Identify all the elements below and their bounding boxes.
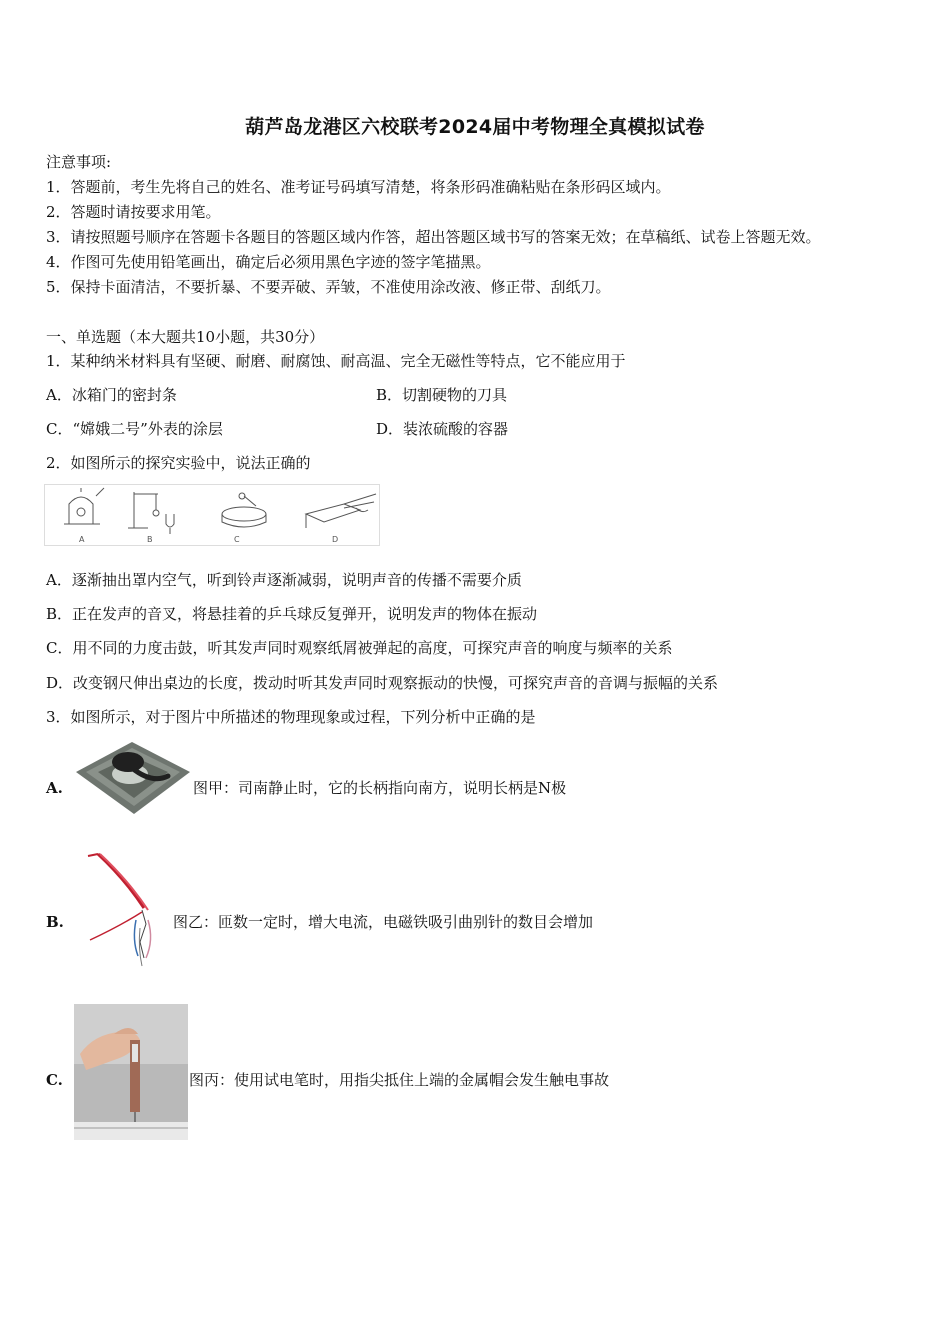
option-b-letter: B.	[46, 913, 64, 931]
option-c-text: 图丙：使用试电笔时，用指尖抵住上端的金属帽会发生触电事故	[189, 1071, 610, 1089]
option-c: C．用不同的力度击鼓，听其发声同时观察纸屑被弹起的高度，可探究声音的响度与频率的关系	[46, 639, 673, 657]
option-c-letter: C.	[46, 1071, 63, 1089]
question-stem: 1．某种纳米材料具有坚硬、耐磨、耐腐蚀、耐高温、完全无磁性等特点，它不能应用于	[46, 352, 626, 370]
notice-item: 5．保持卡面清洁，不要折暴、不要弄破、弄皱，不准使用涂改液、修正带、刮纸刀。	[46, 278, 611, 296]
option-a-text: 图甲：司南静止时，它的长柄指向南方，说明长柄是N极	[193, 779, 567, 797]
option-d: D．改变钢尺伸出桌边的长度，拨动时听其发声同时观察振动的快慢，可探究声音的音调与振幅的关系	[46, 674, 719, 692]
option-b: B．切割硬物的刀具	[376, 386, 508, 404]
option-b-text: 图乙：匝数一定时，增大电流，电磁铁吸引曲别针的数目会增加	[173, 913, 594, 931]
option-d: D．装浓硫酸的容器	[376, 420, 509, 438]
compass-sinan-image	[72, 738, 192, 818]
figure-label-d: D	[332, 535, 339, 544]
electromagnet-image	[84, 848, 164, 970]
notice-item: 3．请按照题号顺序在答题卡各题目的答题区域内作答，超出答题区域书写的答案无效；在草稿纸、试卷上答题无效。	[46, 228, 821, 246]
test-pen-image	[74, 1004, 188, 1140]
notice-item: 1．答题前，考生先将自己的姓名、准考证号码填写清楚，将条形码准确粘贴在条形码区域内。	[46, 178, 671, 196]
figure-label-b: B	[147, 535, 153, 544]
option-a-letter: A.	[46, 779, 63, 797]
option-b: B．正在发声的音叉，将悬挂着的乒乓球反复弹开，说明发声的物体在振动	[46, 605, 538, 623]
option-a: A．冰箱门的密封条	[46, 386, 177, 404]
experiment-figure	[44, 484, 380, 546]
option-c: C．“嫦娥二号”外表的涂层	[46, 420, 223, 438]
page-title: 葫芦岛龙港区六校联考2024届中考物理全真模拟试卷	[245, 116, 705, 138]
notice-item: 2．答题时请按要求用笔。	[46, 203, 221, 221]
option-a: A．逐渐抽出罩内空气，听到铃声逐渐减弱，说明声音的传播不需要介质	[46, 571, 522, 589]
question-stem: 2．如图所示的探究实验中，说法正确的	[46, 454, 311, 472]
notice-heading: 注意事项:	[46, 153, 112, 171]
question-stem: 3．如图所示，对于图片中所描述的物理现象或过程，下列分析中正确的是	[46, 708, 536, 726]
notice-item: 4．作图可先使用铅笔画出，确定后必须用黑色字迹的签字笔描黑。	[46, 253, 491, 271]
figure-label-c: C	[234, 535, 240, 544]
figure-label-a: A	[79, 535, 85, 544]
section-heading: 一、单选题（本大题共10小题，共30分）	[46, 328, 325, 346]
